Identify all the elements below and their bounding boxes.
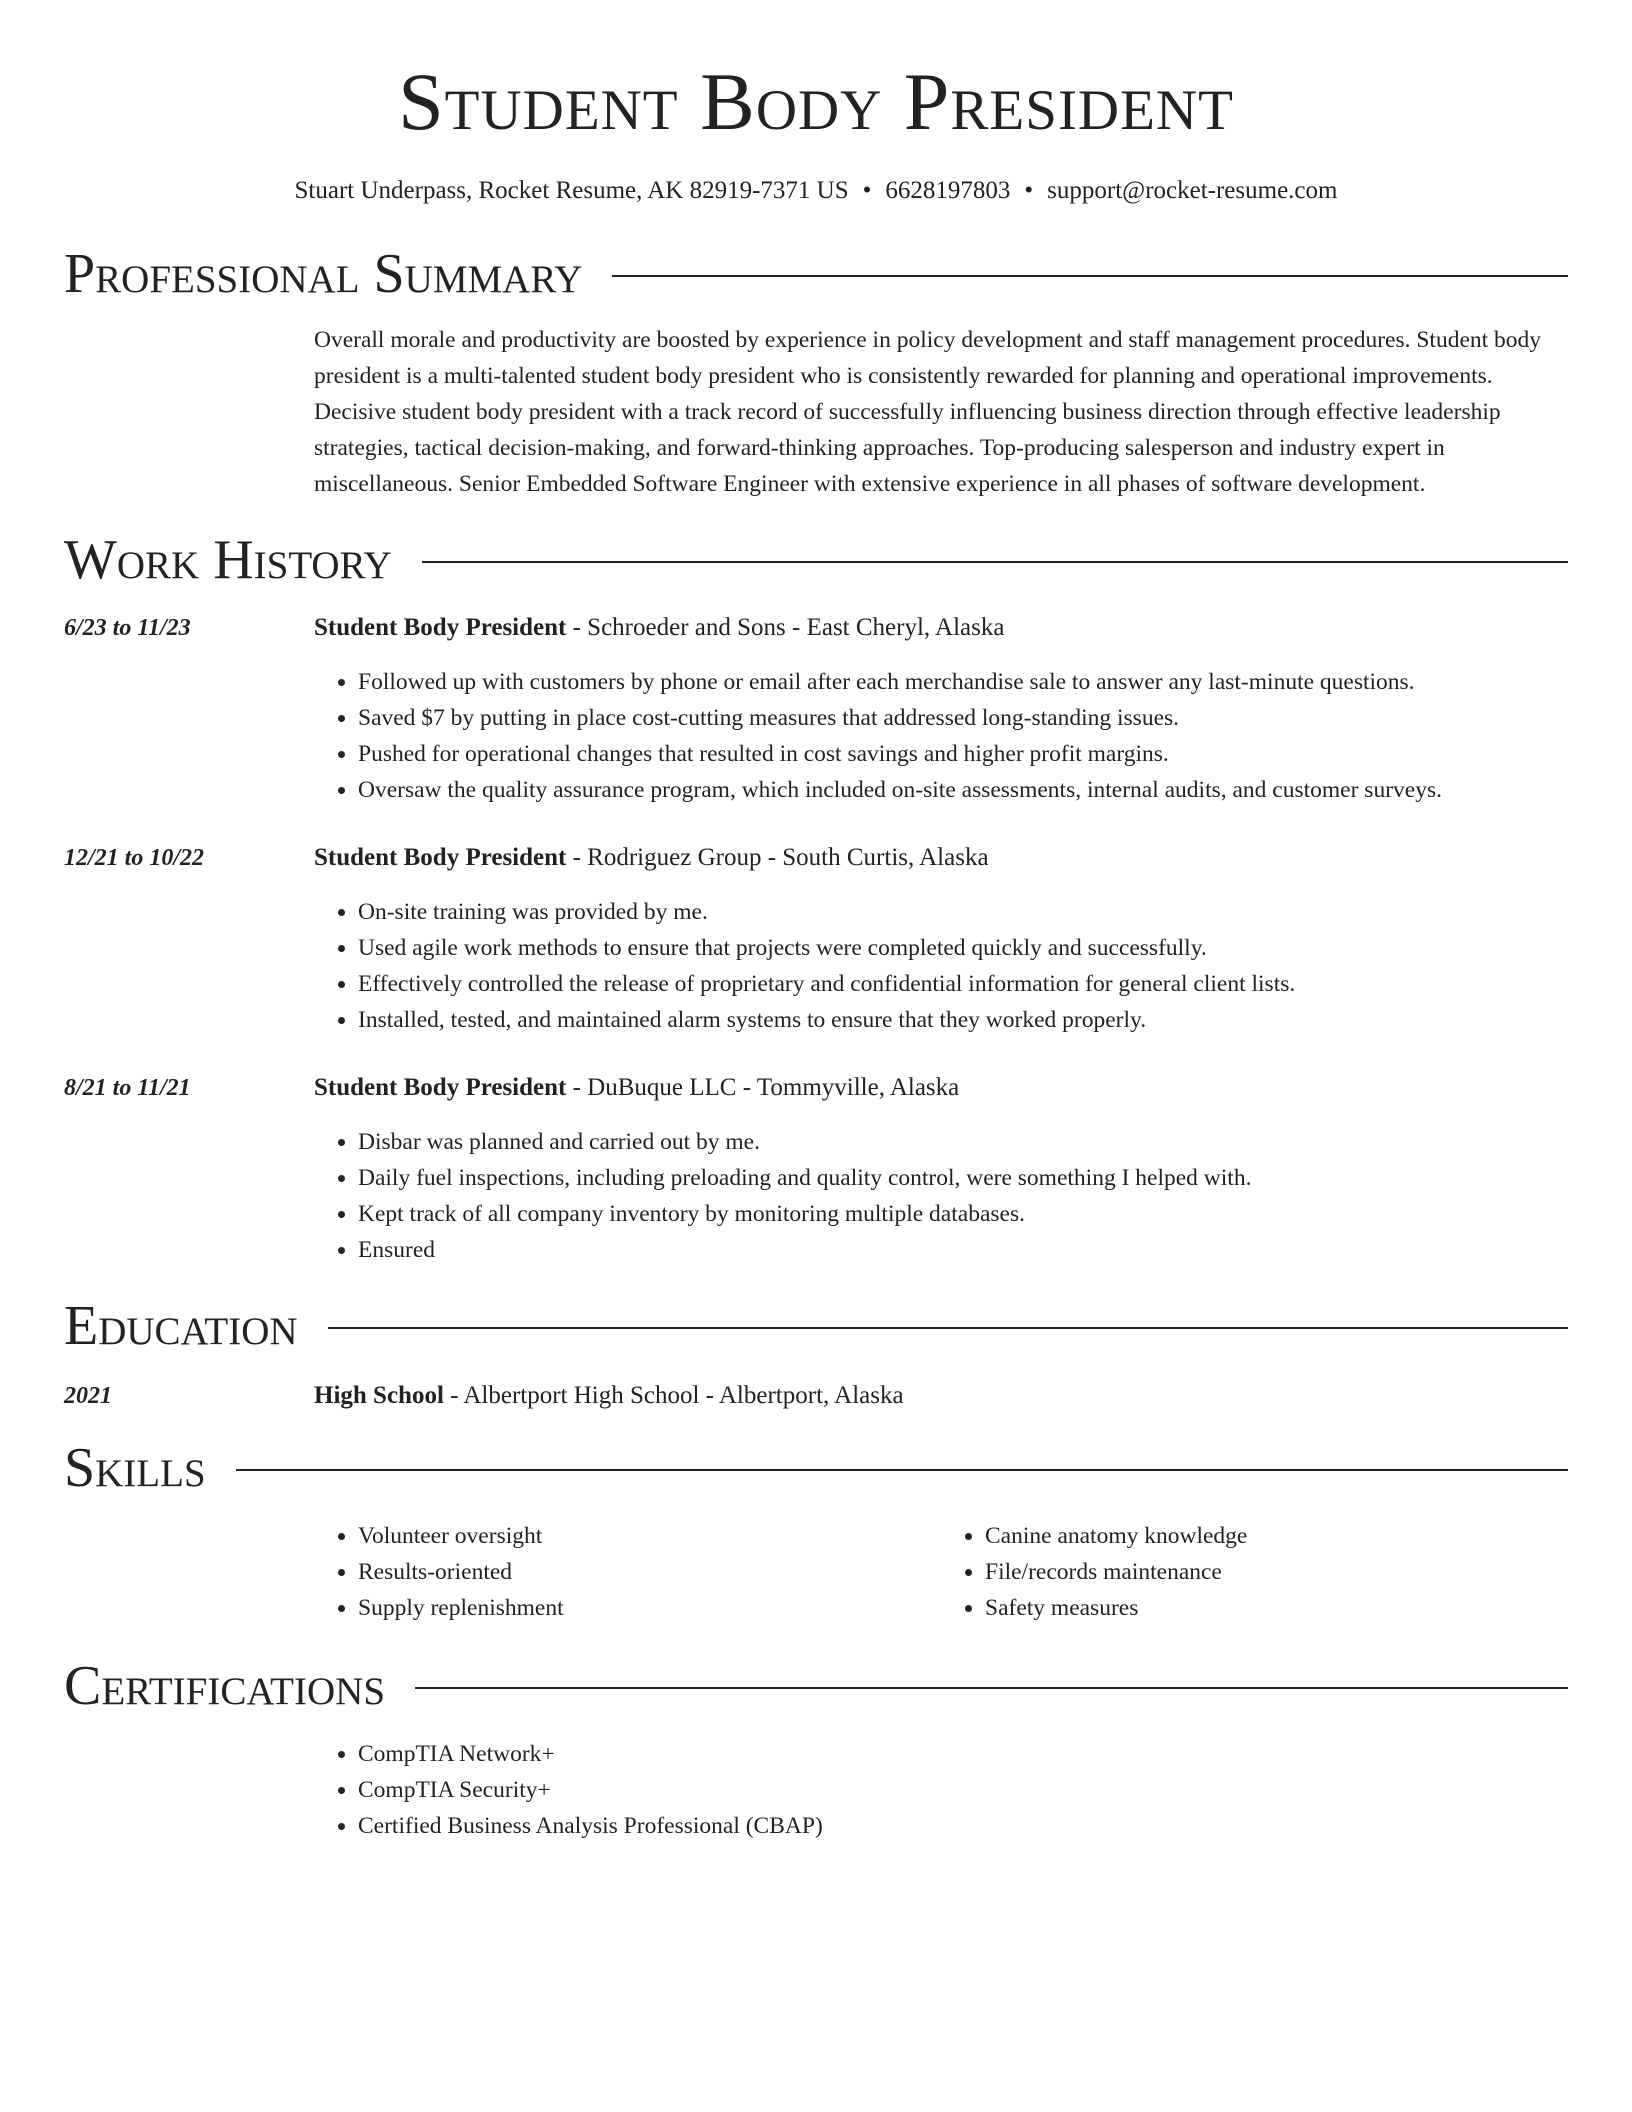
job-body	[314, 1070, 1568, 1268]
list-item: • Installed, tested, and maintained alarm systems to ensure that they worked properly.	[358, 1002, 1568, 1038]
skills-column-left	[314, 1518, 941, 1626]
job-line	[314, 1070, 1568, 1106]
education-year: 2021	[64, 1383, 112, 1409]
list-item: • Certified Business Analysis Professional (CBAP)	[358, 1808, 1568, 1844]
summary-text: Overall morale and productivity are boosted by experience in policy development and staff management procedures. Student body president is a multi-talented student body president who is consistently rewarded for planning and operational improvements. Decisive student body president with a track record of successfully influencing business direction through effective leadership strategies, tactical decision-making, and forward-thinking approaches. Top-producing salesperson and industry expert in miscellaneous. Senior Embedded Software Engineer with extensive experience in all phases of software development.	[314, 327, 1542, 497]
job-entry	[64, 840, 1568, 1038]
resume-page	[64, 0, 1568, 1844]
list-item: • On-site training was provided by me.	[358, 894, 1568, 930]
resume-name: Student Body President	[398, 56, 1234, 147]
contact-address: Stuart Underpass, Rocket Resume, AK 82919-7371 US	[294, 177, 849, 204]
skills-grid	[314, 1518, 1568, 1626]
section-divider	[612, 275, 1568, 277]
list-item: • Safety measures	[985, 1590, 1568, 1626]
section-divider	[236, 1469, 1568, 1471]
contact-separator: •	[862, 177, 872, 204]
contact-separator: •	[1024, 177, 1034, 204]
list-item: • File/records maintenance	[985, 1554, 1568, 1590]
job-bullets	[314, 1124, 1568, 1268]
job-details: - DuBuque LLC - Tommyville, Alaska	[566, 1074, 960, 1101]
job-dates: 6/23 to 11/23	[64, 615, 191, 641]
job-details: - Schroeder and Sons - East Cheryl, Alaska	[566, 614, 1005, 641]
list-item: • Kept track of all company inventory by monitoring multiple databases.	[358, 1196, 1568, 1232]
education-line	[314, 1378, 1568, 1414]
section-heading-skills	[64, 1438, 1568, 1498]
contact-email: support@rocket-resume.com	[1047, 177, 1338, 204]
work-list	[64, 610, 1568, 1268]
list-item: • Used agile work methods to ensure that projects were completed quickly and successfully.	[358, 930, 1568, 966]
job-body	[314, 840, 1568, 1038]
list-item: • Saved $7 by putting in place cost-cutting measures that addressed long-standing issues.	[358, 700, 1568, 736]
education-body	[314, 1378, 1568, 1414]
job-title: Student Body President	[314, 1074, 567, 1101]
job-line	[314, 610, 1568, 646]
job-dates: 8/21 to 11/21	[64, 1075, 191, 1101]
section-title: Certifications	[64, 1655, 386, 1717]
job-bullets	[314, 894, 1568, 1038]
job-title: Student Body President	[314, 614, 567, 641]
list-item: • Pushed for operational changes that resulted in cost savings and higher profit margins.	[358, 736, 1568, 772]
section-heading-certifications	[64, 1656, 1568, 1716]
job-entry	[64, 610, 1568, 808]
education-degree: High School	[314, 1382, 444, 1409]
education-entry	[64, 1378, 1568, 1414]
list-item: • Volunteer oversight	[358, 1518, 941, 1554]
contact-phone: 6628197803	[885, 177, 1011, 204]
list-item: • Effectively controlled the release of proprietary and confidential information for general client lists.	[358, 966, 1568, 1002]
skills-column-right	[941, 1518, 1568, 1626]
job-line	[314, 840, 1568, 876]
section-divider	[422, 561, 1568, 563]
contact-line	[64, 174, 1568, 208]
section-heading-work	[64, 530, 1568, 590]
job-title: Student Body President	[314, 844, 567, 871]
section-heading-education	[64, 1296, 1568, 1356]
job-body	[314, 610, 1568, 808]
job-entry	[64, 1070, 1568, 1268]
list-item: • Supply replenishment	[358, 1590, 941, 1626]
section-divider	[328, 1327, 1568, 1329]
list-item: • Disbar was planned and carried out by me.	[358, 1124, 1568, 1160]
job-bullets	[314, 664, 1568, 808]
section-title: Work History	[64, 529, 392, 591]
list-item: • Daily fuel inspections, including preloading and quality control, were something I helped with.	[358, 1160, 1568, 1196]
list-item: • Results-oriented	[358, 1554, 941, 1590]
section-title: Skills	[64, 1437, 206, 1499]
education-details: - Albertport High School - Albertport, Alaska	[443, 1382, 904, 1409]
list-item: • Oversaw the quality assurance program, which included on-site assessments, internal audits, and customer surveys.	[358, 772, 1568, 808]
job-details: - Rodriguez Group - South Curtis, Alaska	[566, 844, 989, 871]
section-divider	[415, 1687, 1568, 1689]
section-title: Education	[64, 1295, 298, 1357]
job-dates: 12/21 to 10/22	[64, 845, 205, 871]
list-item: • Followed up with customers by phone or email after each merchandise sale to answer any last-minute questions.	[358, 664, 1568, 700]
certifications-bullets	[314, 1736, 1568, 1844]
certifications-list	[314, 1736, 1568, 1844]
section-heading-summary	[64, 244, 1568, 304]
list-item: • Canine anatomy knowledge	[985, 1518, 1568, 1554]
list-item: • CompTIA Network+	[358, 1736, 1568, 1772]
section-title: Professional Summary	[64, 243, 583, 305]
list-item: • Ensured	[358, 1232, 1568, 1268]
list-item: • CompTIA Security+	[358, 1772, 1568, 1808]
